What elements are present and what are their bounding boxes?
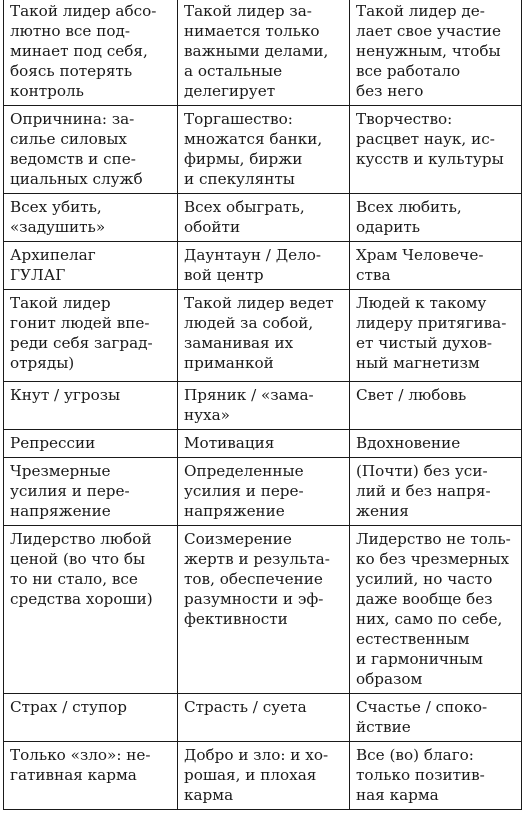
table-cell: Лидерство любой ценой (во что бы то ни стало, все средства хороши)	[4, 526, 178, 694]
table-cell: Торгашество: множатся банки, фирмы, биржи и спекулянты	[178, 106, 350, 194]
table-row	[4, 694, 522, 742]
table-cell: Определенные усилия и пере- напряжение	[178, 458, 350, 526]
table-row	[4, 382, 522, 430]
table-row	[4, 290, 522, 382]
table-cell: Вдохновение	[350, 430, 522, 458]
table-row	[4, 458, 522, 526]
table-cell: Счастье / споко- йствие	[350, 694, 522, 742]
table-cell: Опричнина: за- силье силовых ведомств и спе- циальных служб	[4, 106, 178, 194]
table-cell: Мотивация	[178, 430, 350, 458]
leadership-comparison-table	[3, 0, 522, 810]
table-row	[4, 106, 522, 194]
table-row	[4, 242, 522, 290]
table-cell: Чрезмерные усилия и пере- напряжение	[4, 458, 178, 526]
table-cell: Всех обыграть, обойти	[178, 194, 350, 242]
table-cell: Лидерство не толь- ко без чрезмерных усилий, но часто даже вообще без них, само по себе, естественным и гармоничным образом	[350, 526, 522, 694]
table-cell: Пряник / «зама- нуха»	[178, 382, 350, 430]
table-cell: Страх / ступор	[4, 694, 178, 742]
table-cell: Добро и зло: и хо- рошая, и плохая карма	[178, 742, 350, 810]
table-cell: Такой лидер ведет людей за собой, заманивая их приманкой	[178, 290, 350, 382]
table-cell: (Почти) без уси- лий и без напря- жения	[350, 458, 522, 526]
table-row	[4, 526, 522, 694]
table-cell: Даунтаун / Дело- вой центр	[178, 242, 350, 290]
table-cell: Всех убить, «задушить»	[4, 194, 178, 242]
table-cell: Кнут / угрозы	[4, 382, 178, 430]
table-cell: Страсть / суета	[178, 694, 350, 742]
table-row	[4, 742, 522, 810]
table-row	[4, 430, 522, 458]
table-cell: Людей к такому лидеру притягива- ет чистый духов- ный магнетизм	[350, 290, 522, 382]
table-cell: Свет / любовь	[350, 382, 522, 430]
table-cell: Такой лидер де- лает свое участие ненужным, чтобы все работало без него	[350, 0, 522, 106]
table-cell: Такой лидер абсо- лютно все под- минает под себя, боясь потерять контроль	[4, 0, 178, 106]
table-cell: Творчество: расцвет наук, ис- кусств и культуры	[350, 106, 522, 194]
table-cell: Такой лидер гонит людей впе- реди себя заград- отряды)	[4, 290, 178, 382]
table-row	[4, 194, 522, 242]
table-cell: Такой лидер за- нимается только важными делами, а остальные делегирует	[178, 0, 350, 106]
table-cell: Всех любить, одарить	[350, 194, 522, 242]
table-cell: Все (во) благо: только позитив- ная карма	[350, 742, 522, 810]
table-row	[4, 0, 522, 106]
table-cell: Архипелаг ГУЛАГ	[4, 242, 178, 290]
table-cell: Репрессии	[4, 430, 178, 458]
table-cell: Соизмерение жертв и результа- тов, обеспечение разумности и эф- фективности	[178, 526, 350, 694]
table-cell: Только «зло»: не- гативная карма	[4, 742, 178, 810]
table-cell: Храм Человече- ства	[350, 242, 522, 290]
